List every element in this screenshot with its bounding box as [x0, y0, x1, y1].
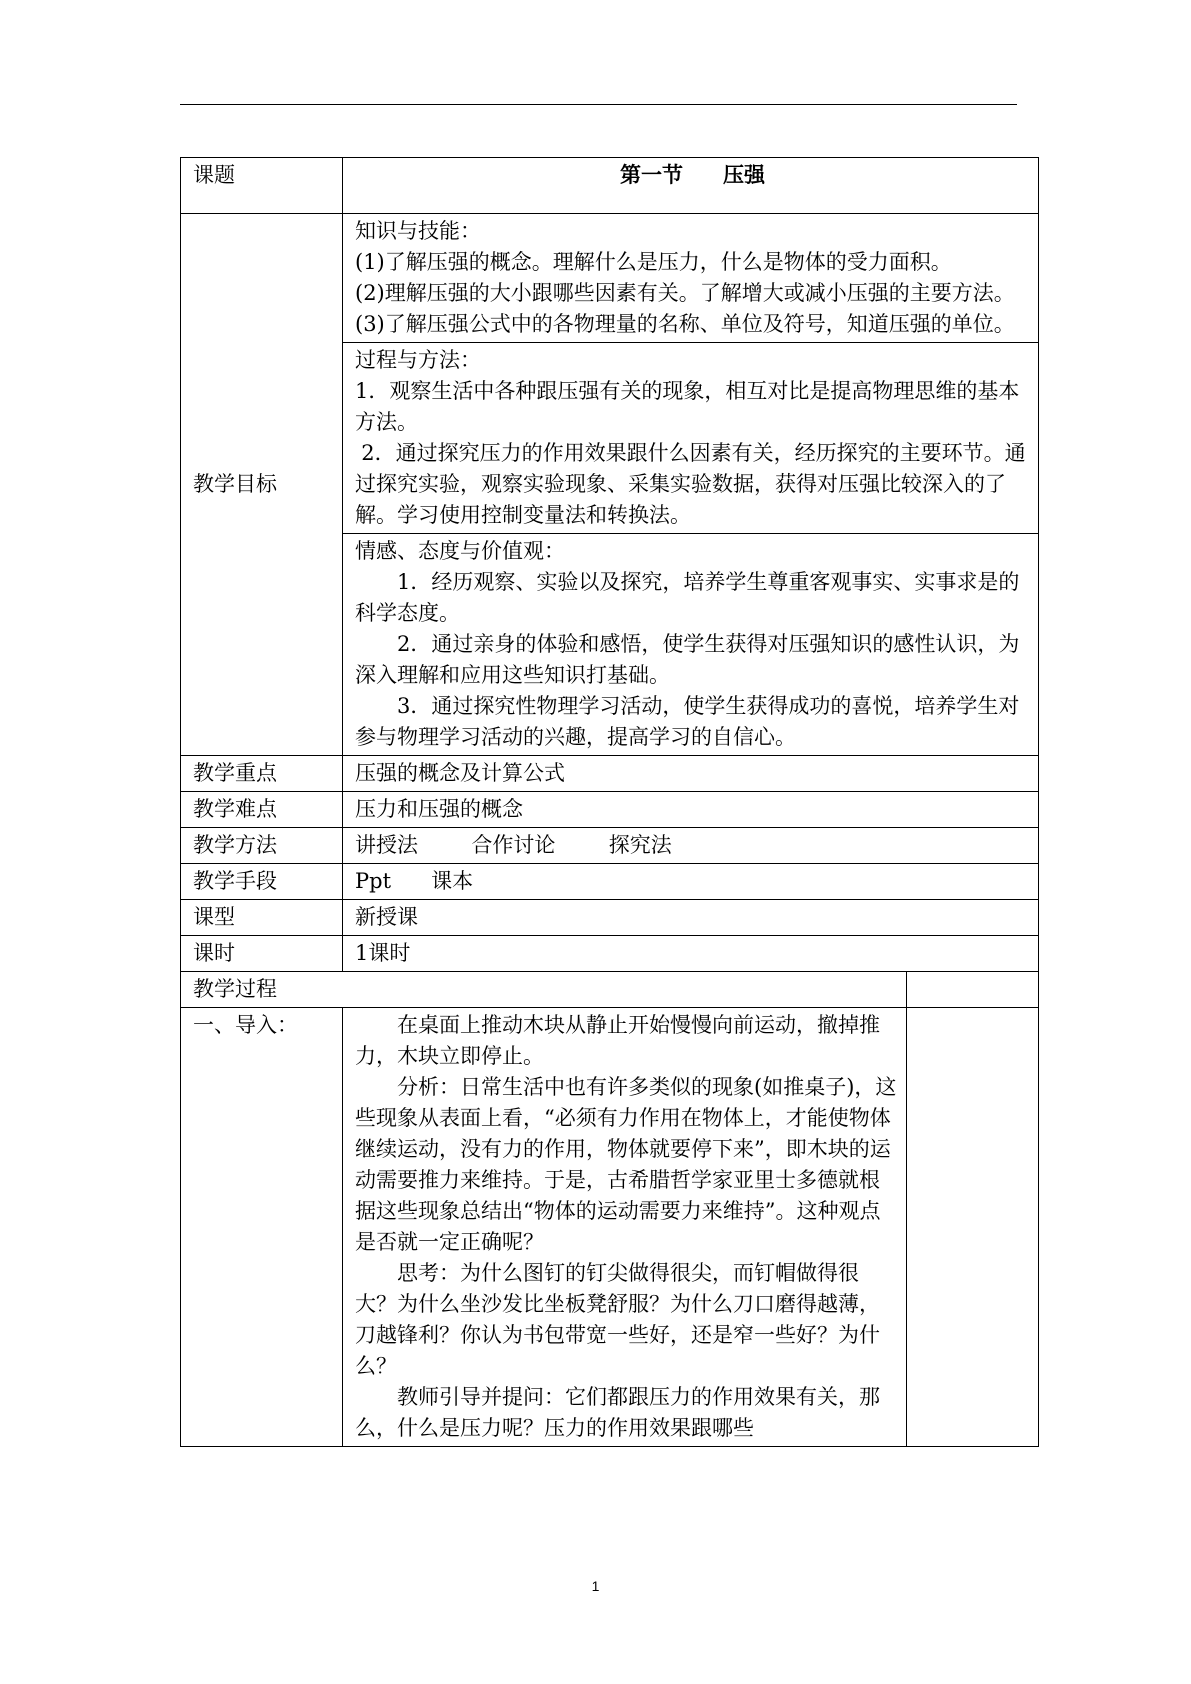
method-label: 教学方法 — [181, 828, 343, 864]
hours-label: 课时 — [181, 936, 343, 972]
means-value: Ppt 课本 — [343, 864, 1039, 900]
row-topic — [181, 158, 1039, 214]
intro-paragraph: 分析：日常生活中也有许多类似的现象(如推桌子)，这些现象从表面上看，“必须有力作用在物体上，才能使物体继续运动，没有力的作用，物体就要停下来”，即木块的运动需要推力来维持。于是，古希腊哲学家亚里士多德就根据这些现象总结出“物体的运动需要力来维持”。这种观点是否就一定正确呢？ — [355, 1075, 897, 1254]
intro-paragraph: 教师引导并提问：它们都跟压力的作用效果有关，那么，什么是压力呢？压力的作用效果跟哪些 — [355, 1385, 880, 1440]
method-value: 讲授法 合作讨论 探究法 — [343, 828, 1039, 864]
row-method — [181, 828, 1039, 864]
difficulty-label: 教学难点 — [181, 792, 343, 828]
key-point-value: 压强的概念及计算公式 — [343, 756, 1039, 792]
knowledge-heading: 知识与技能： — [355, 219, 481, 243]
process-item: 2．通过探究压力的作用效果跟什么因素有关，经历探究的主要环节。通过探究实验，观察实验现象、采集实验数据，获得对压强比较深入的了解。学习使用控制变量法和转换法。 — [355, 441, 1026, 527]
intro-notes — [907, 1008, 1039, 1447]
row-process-header — [181, 972, 1039, 1008]
row-objectives-knowledge — [181, 214, 1039, 343]
lesson-title-name: 压强 — [723, 163, 765, 187]
lesson-title-section: 第一节 — [620, 163, 683, 187]
emotion-item: 3．通过探究性物理学习活动，使学生获得成功的喜悦，培养学生对参与物理学习活动的兴趣，提高学习的自信心。 — [355, 694, 1020, 749]
difficulty-value: 压力和压强的概念 — [343, 792, 1039, 828]
emotion-item: 1．经历观察、实验以及探究，培养学生尊重客观事实、实事求是的科学态度。 — [355, 570, 1020, 625]
knowledge-item: (2)理解压强的大小跟哪些因素有关。了解增大或减小压强的主要方法。 — [355, 281, 1015, 305]
row-hours — [181, 936, 1039, 972]
lesson-title — [343, 158, 1039, 214]
knowledge-cell — [343, 214, 1039, 343]
intro-label: 一、导入： — [181, 1008, 343, 1447]
knowledge-item: (1)了解压强的概念。理解什么是压力，什么是物体的受力面积。 — [355, 250, 952, 274]
type-label: 课型 — [181, 900, 343, 936]
intro-paragraph: 思考：为什么图钉的钉尖做得很尖，而钉帽做得很大？为什么坐沙发比坐板凳舒服？为什么刀口磨得越薄，刀越锋利？你认为书包带宽一些好，还是窄一些好？为什么？ — [355, 1261, 880, 1378]
emotion-heading: 情感、态度与价值观： — [355, 539, 565, 563]
objectives-label: 教学目标 — [181, 214, 343, 756]
page-number: 1 — [591, 1578, 600, 1594]
hours-value: 1课时 — [343, 936, 1039, 972]
key-point-label: 教学重点 — [181, 756, 343, 792]
means-label: 教学手段 — [181, 864, 343, 900]
row-intro — [181, 1008, 1039, 1447]
knowledge-item: (3)了解压强公式中的各物理量的名称、单位及符号，知道压强的单位。 — [355, 312, 1015, 336]
process-heading: 过程与方法： — [355, 348, 481, 372]
emotion-item: 2．通过亲身的体验和感悟，使学生获得对压强知识的感性认识，为深入理解和应用这些知识打基础。 — [355, 632, 1020, 687]
row-type — [181, 900, 1039, 936]
row-means — [181, 864, 1039, 900]
header-rule — [180, 104, 1017, 105]
row-key-point — [181, 756, 1039, 792]
process-header-notes — [907, 972, 1039, 1008]
intro-paragraph: 在桌面上推动木块从静止开始慢慢向前运动，撤掉推力，木块立即停止。 — [355, 1013, 880, 1068]
intro-content — [343, 1008, 907, 1447]
type-value: 新授课 — [343, 900, 1039, 936]
row-difficulty — [181, 792, 1039, 828]
emotion-cell — [343, 534, 1039, 756]
topic-label: 课题 — [181, 158, 343, 214]
lesson-plan-table — [180, 157, 1039, 1447]
process-item: 1．观察生活中各种跟压强有关的现象，相互对比是提高物理思维的基本方法。 — [355, 379, 1020, 434]
process-header-label: 教学过程 — [181, 972, 907, 1008]
process-cell — [343, 343, 1039, 534]
